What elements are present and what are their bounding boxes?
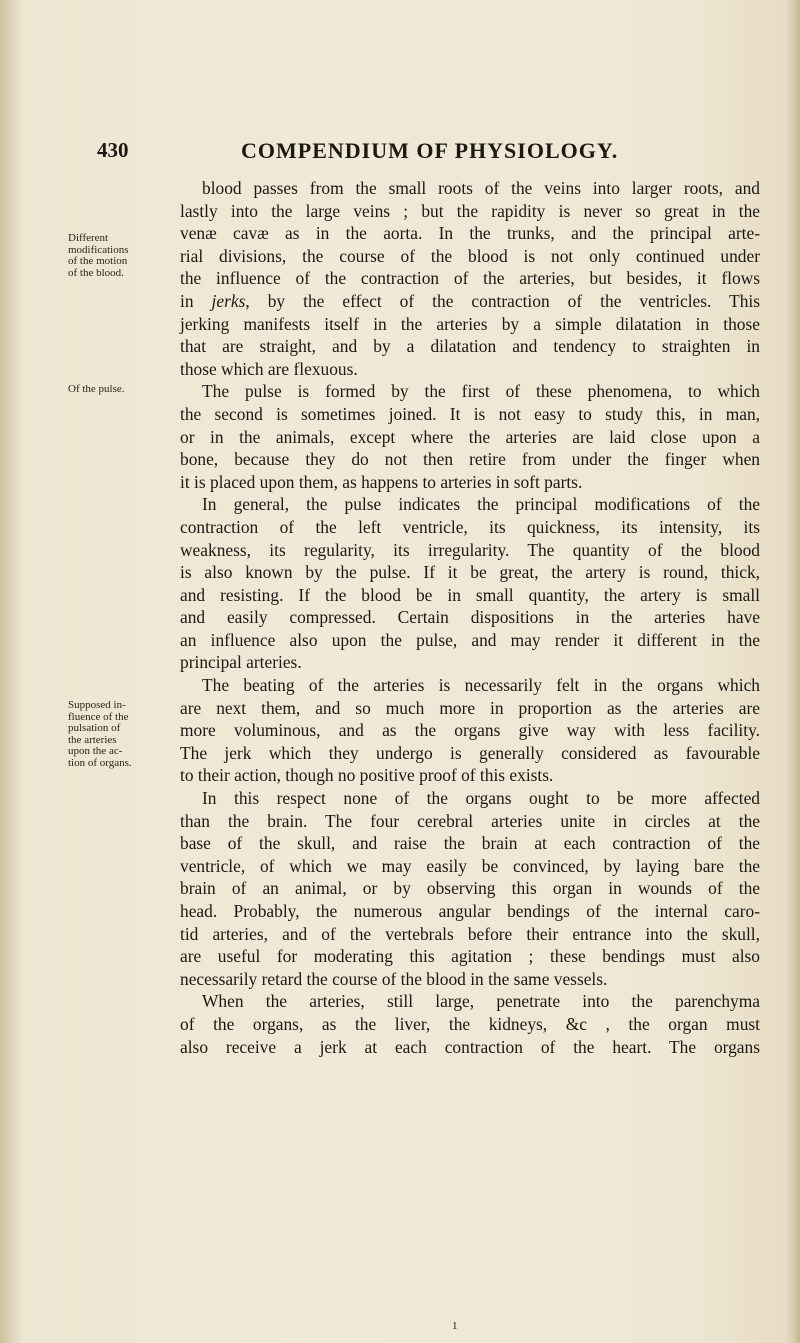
text-line: venæ cavæ as in the aorta. In the trunks, and the principal arte- bbox=[180, 223, 760, 244]
text-line: When the arteries, still large, penetrate into the parenchyma bbox=[202, 991, 760, 1012]
margin-note-line: upon the ac- bbox=[68, 745, 123, 757]
running-title: COMPENDIUM OF PHYSIOLOGY. bbox=[241, 138, 619, 163]
text-line: is also known by the pulse. If it be great, the artery is round, thick, bbox=[180, 562, 760, 583]
text-line: it is placed upon them, as happens to arteries in soft parts. bbox=[180, 471, 583, 492]
signature-mark: 1 bbox=[452, 1320, 458, 1332]
text-line: brain of an animal, or by observing this organ in wounds of the bbox=[180, 878, 760, 899]
margin-note-line: of the motion bbox=[68, 255, 128, 267]
text-line: The pulse is formed by the first of these phenomena, to which bbox=[202, 381, 760, 402]
text-line: weakness, its regularity, its irregularity. The quantity of the blood bbox=[180, 539, 760, 560]
text-line: bone, because they do not then retire from under the finger when bbox=[180, 449, 760, 470]
text-line: In this respect none of the organs ought to be more affected bbox=[202, 788, 760, 809]
text-line: are next them, and so much more in proportion as the arteries are bbox=[180, 697, 760, 718]
text-line: jerking manifests itself in the arteries by a simple dilatation in those bbox=[180, 313, 760, 334]
margin-note-supposed-influence bbox=[68, 700, 132, 769]
text-line: and resisting. If the blood be in small quantity, the artery is small bbox=[180, 584, 760, 605]
margin-note-line: Supposed in- bbox=[68, 699, 126, 711]
text-line: ventricle, of which we may easily be convinced, by laying bare the bbox=[180, 855, 760, 876]
margin-note-line: tion of organs. bbox=[68, 756, 132, 769]
margin-note-line: modifications bbox=[68, 243, 129, 256]
text-line: that are straight, and by a dilatation and tendency to straighten in bbox=[180, 336, 760, 357]
text-line: base of the skull, and raise the brain at each contraction of the bbox=[180, 833, 760, 854]
italic-word: jerks bbox=[211, 290, 246, 311]
text-line: than the brain. The four cerebral arteries unite in circles at the bbox=[180, 810, 760, 831]
text-line: The beating of the arteries is necessarily felt in the organs which bbox=[202, 675, 760, 696]
text-line: of the organs, as the liver, the kidneys, &c , the organ must bbox=[180, 1013, 760, 1034]
text-line: blood passes from the small roots of the veins into larger roots, and bbox=[202, 178, 760, 198]
text-line: the second is sometimes joined. It is not easy to study this, in man, bbox=[180, 403, 760, 424]
text-line: necessarily retard the course of the blood in the same vessels. bbox=[180, 968, 608, 989]
text-line: an influence also upon the pulse, and may render it different in the bbox=[180, 629, 760, 650]
body-text bbox=[180, 177, 760, 1058]
text-line: and easily compressed. Certain dispositions in the arteries have bbox=[180, 607, 760, 628]
text-line: are useful for moderating this agitation ; these bendings must also bbox=[180, 946, 760, 967]
text-line: rial divisions, the course of the blood is not only continued under bbox=[180, 245, 760, 266]
page-number: 430 bbox=[97, 138, 129, 162]
text-line: tid arteries, and of the vertebrals before their entrance into the skull, bbox=[180, 923, 760, 944]
margin-note-line: fluence of the bbox=[68, 710, 129, 723]
text-line: In general, the pulse indicates the principal modifications of the bbox=[202, 494, 760, 515]
page-binding-shadow bbox=[0, 0, 22, 1343]
running-head bbox=[0, 138, 800, 172]
text-line: contraction of the left ventricle, its quickness, its intensity, its bbox=[180, 516, 760, 537]
margin-note-line: Different bbox=[68, 232, 109, 244]
margin-note-different-modifications bbox=[68, 233, 129, 279]
text-line: lastly into the large veins ; but the rapidity is never so great in the bbox=[180, 200, 760, 221]
margin-note-of-the-pulse bbox=[68, 384, 125, 396]
text-line: the influence of the contraction of the arteries, but besides, it flows bbox=[180, 268, 760, 289]
text-line: head. Probably, the numerous angular bendings of the internal caro- bbox=[180, 901, 760, 921]
text-line: more voluminous, and as the organs give way with less facility. bbox=[180, 720, 760, 741]
page-edge-shadow bbox=[786, 0, 800, 1343]
text-line: also receive a jerk at each contraction of the heart. The organs bbox=[180, 1036, 760, 1057]
text-line: principal arteries. bbox=[180, 652, 302, 673]
text-line: in jerks, by the effect of the contraction of the ventricles. This bbox=[180, 290, 760, 311]
margin-note-line: of the blood. bbox=[68, 266, 124, 279]
margin-note-line: the arteries bbox=[68, 733, 117, 746]
margin-note-line: pulsation of bbox=[68, 722, 121, 734]
text-line: The jerk which they undergo is generally considered as favourable bbox=[180, 742, 760, 763]
margin-note-line: Of the pulse. bbox=[68, 383, 125, 395]
text-line: to their action, though no positive proof of this exists. bbox=[180, 765, 554, 786]
text-line: or in the animals, except where the arteries are laid close upon a bbox=[180, 426, 760, 447]
text-line: those which are flexuous. bbox=[180, 358, 358, 379]
